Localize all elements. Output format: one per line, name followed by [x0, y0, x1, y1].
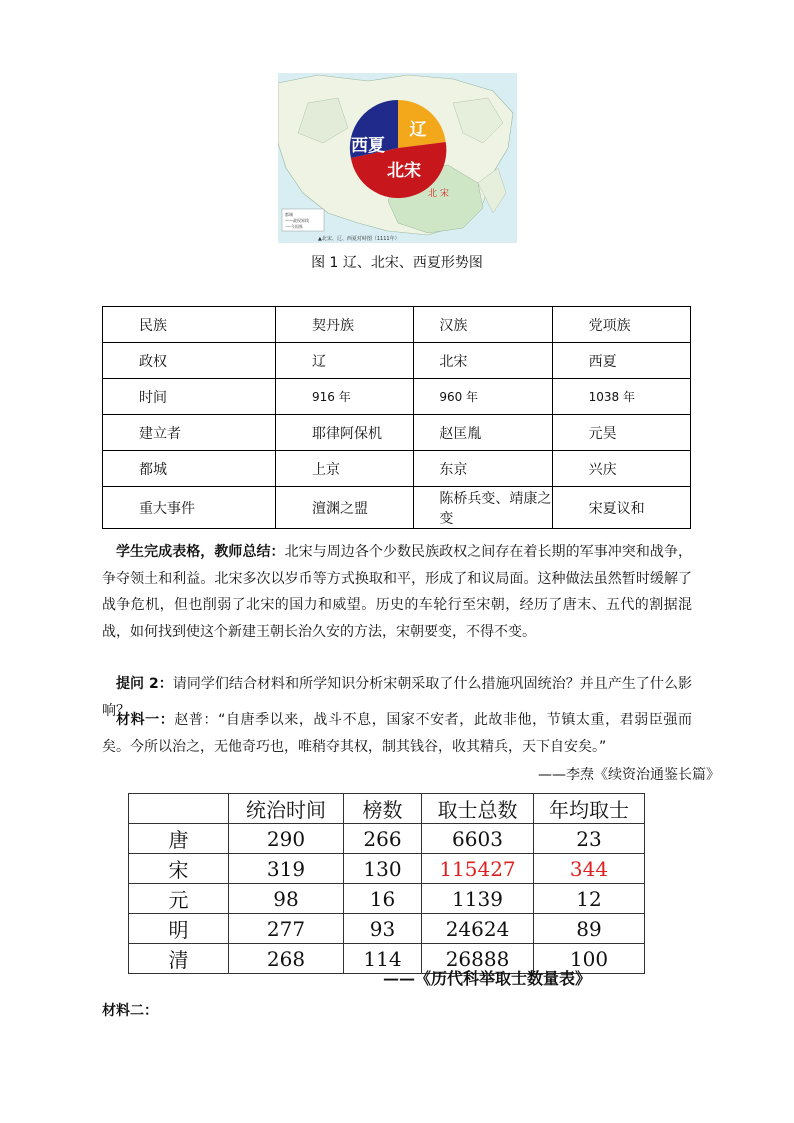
map-legend-item: ----今国界: [285, 224, 303, 229]
table-row: [103, 343, 691, 379]
table-cell: 宋夏议和: [552, 487, 690, 529]
table-cell: 辽: [276, 343, 414, 379]
material-2-heading: 材料二：: [102, 1003, 158, 1019]
table-cell: 290: [229, 824, 344, 854]
table-cell: 元昊: [552, 415, 690, 451]
table-cell: 268: [229, 944, 344, 974]
map-legend-item: 都城: [285, 212, 293, 217]
table-cell: 上京: [276, 451, 414, 487]
table-cell: 兴庆: [552, 451, 690, 487]
material-1-source: ——李焘《续资治通鉴长篇》: [538, 767, 720, 783]
table-cell: 汉族: [414, 307, 552, 343]
map-figure: [278, 73, 517, 243]
table-source: ——《历代科举取士数量表》: [383, 969, 592, 988]
table-cell: 清: [129, 944, 229, 974]
table-header: 取士总数: [422, 794, 534, 824]
table-cell: 耶律阿保机: [276, 415, 414, 451]
table-cell: 26888: [422, 944, 534, 974]
table-cell: 1139: [422, 884, 534, 914]
table-cell: 宋: [129, 854, 229, 884]
table-header: 榜数: [344, 794, 422, 824]
map-label-beisong: 北 宋: [428, 189, 449, 199]
table-cell: 24624: [422, 914, 534, 944]
table-row: [103, 379, 691, 415]
table-row: [103, 451, 691, 487]
figure-caption: 图 1 辽、北宋、西夏形势图: [311, 255, 483, 271]
exam-table: [128, 793, 645, 974]
table-cell-highlight: 115427: [422, 854, 534, 884]
table-row: [103, 307, 691, 343]
table-cell: 澶渊之盟: [276, 487, 414, 529]
table-cell: 266: [344, 824, 422, 854]
table-cell: 89: [534, 914, 645, 944]
table-header-row: [129, 794, 645, 824]
table-cell: 93: [344, 914, 422, 944]
table-cell-highlight: 344: [534, 854, 645, 884]
material-1-lead: 材料一：: [116, 712, 175, 728]
table-cell: 16: [344, 884, 422, 914]
pie-label-beisong: 北宋: [387, 161, 421, 181]
table-cell: 100: [534, 944, 645, 974]
table-cell: 重大事件: [103, 487, 276, 529]
regime-pie: [350, 100, 447, 198]
table-cell: 党项族: [552, 307, 690, 343]
table-row: [103, 415, 691, 451]
table-cell: 6603: [422, 824, 534, 854]
table-cell: 政权: [103, 343, 276, 379]
map-legend-item: ——政权界线: [285, 218, 309, 223]
table-row: [129, 854, 645, 884]
table-header: 年均取士: [534, 794, 645, 824]
table-cell: 建立者: [103, 415, 276, 451]
table-cell: 民族: [103, 307, 276, 343]
teacher-summary: [102, 539, 692, 645]
table-cell: 契丹族: [276, 307, 414, 343]
map-svg: [278, 73, 517, 243]
table-row: [129, 824, 645, 854]
map-note: ▲北宋、辽、西夏对峙图（1111年）: [318, 236, 400, 242]
pie-label-xixia: 西夏: [351, 136, 385, 156]
table-cell: 98: [229, 884, 344, 914]
table-cell: 960 年: [414, 379, 552, 415]
material-1: [102, 707, 692, 760]
table-cell: 277: [229, 914, 344, 944]
table-cell: 916 年: [276, 379, 414, 415]
table-cell: 1038 年: [552, 379, 690, 415]
question-text: 请同学们结合材料和所学知识分析宋朝采取了什么措施巩固统治？并且产生了什么影响？: [102, 676, 693, 719]
table-cell: 西夏: [552, 343, 690, 379]
table-cell: 陈桥兵变、靖康之变: [414, 487, 552, 529]
table-cell: 114: [344, 944, 422, 974]
pie-label-liao: 辽: [409, 120, 427, 140]
question-lead: 提问 2：: [116, 676, 173, 692]
table-cell: 唐: [129, 824, 229, 854]
table-cell: 明: [129, 914, 229, 944]
regime-table: [102, 306, 691, 529]
material-1-text: 赵普：“自唐季以来，战斗不息，国家不安者，此故非他，节镇太重，君弱臣强而矣。今所以治之，无他奇巧也，唯稍夺其权，制其钱谷，收其精兵，天下自安矣。”: [102, 712, 692, 755]
table-cell: 23: [534, 824, 645, 854]
table-cell: 都城: [103, 451, 276, 487]
table-cell: 北宋: [414, 343, 552, 379]
table-cell: 元: [129, 884, 229, 914]
table-header: [129, 794, 229, 824]
summary-text: 北宋与周边各个少数民族政权之间存在着长期的军事冲突和战争，争夺领土和利益。北宋多次以岁币等方式换取和平，形成了和议局面。这种做法虽然暂时缓解了战争危机，但也削弱了北宋的国力和威望。历史的车轮行至宋朝，经历了唐末、五代的割据混战，如何找到使这个新建王朝长治久安的方法，宋朝要变，不得不变。: [102, 544, 693, 640]
table-cell: 赵匡胤: [414, 415, 552, 451]
table-row: [129, 914, 645, 944]
table-cell: 319: [229, 854, 344, 884]
table-row: [103, 487, 691, 529]
summary-lead: 学生完成表格，教师总结：: [116, 544, 285, 560]
table-cell: 东京: [414, 451, 552, 487]
table-cell: 时间: [103, 379, 276, 415]
table-header: 统治时间: [229, 794, 344, 824]
table-cell: 12: [534, 884, 645, 914]
table-cell: 130: [344, 854, 422, 884]
table-row: [129, 884, 645, 914]
